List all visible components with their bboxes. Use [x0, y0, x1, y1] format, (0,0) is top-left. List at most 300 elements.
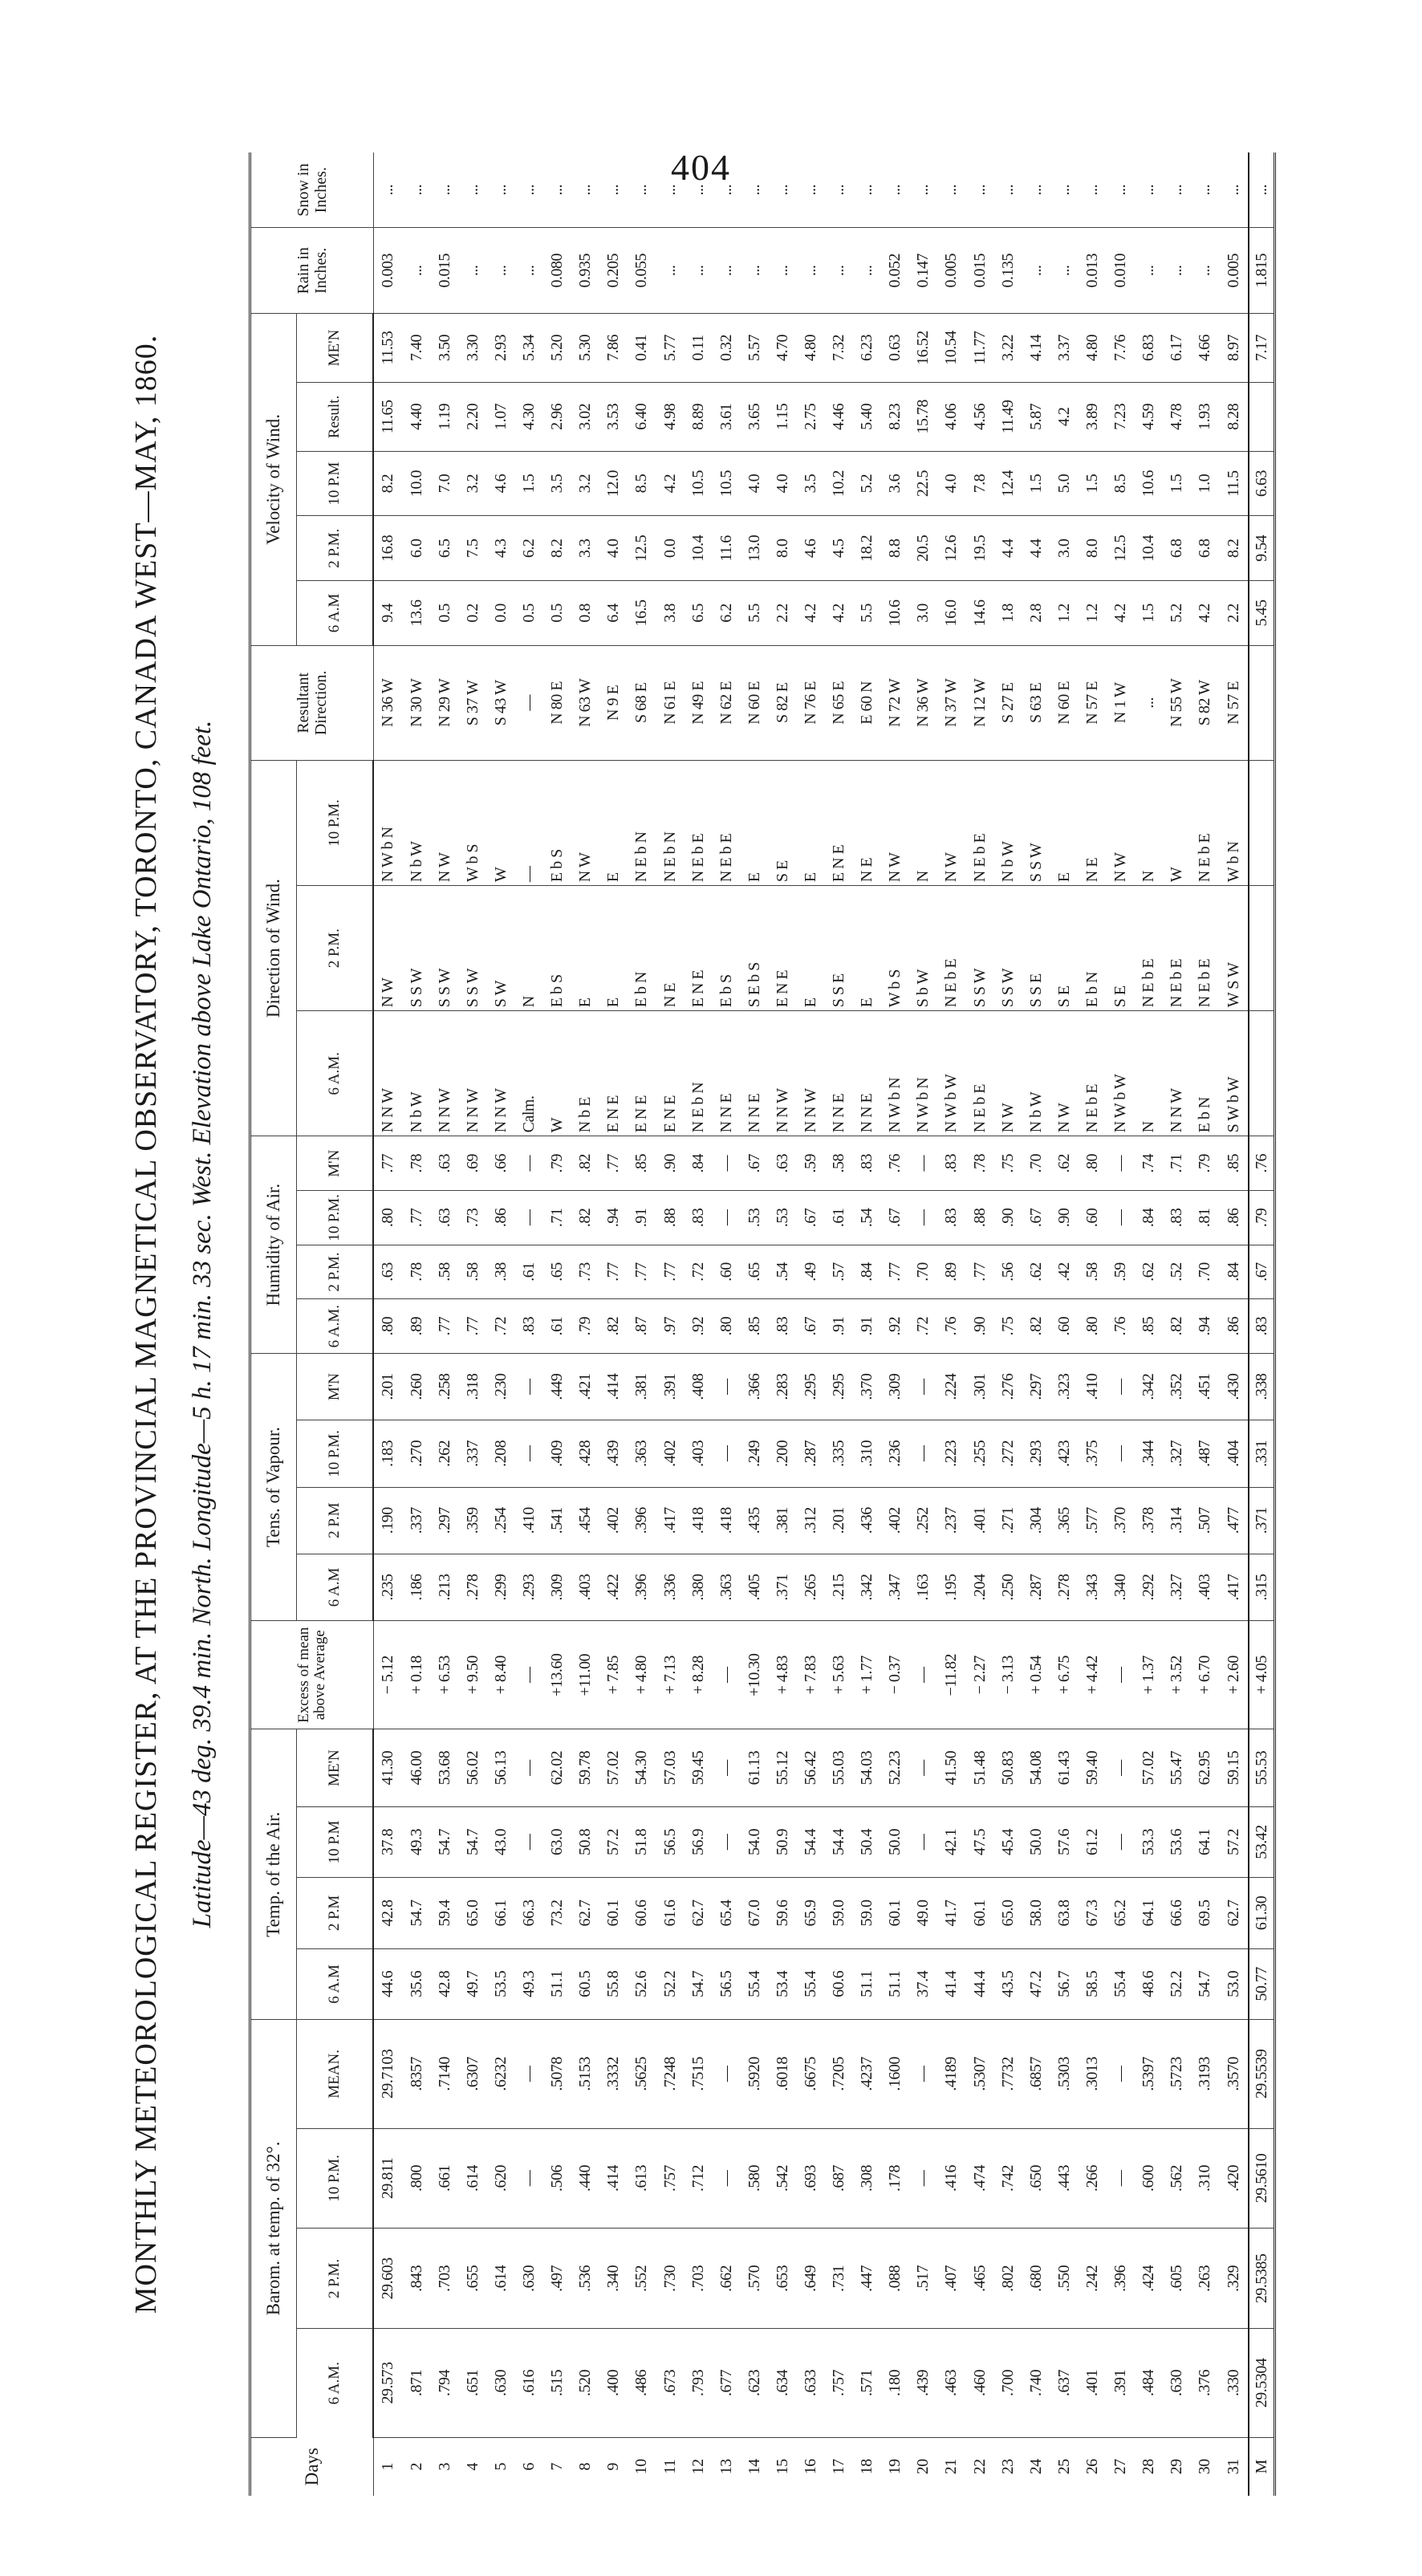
cell-direction-6am: N N W [487, 1011, 515, 1136]
cell-barom-6am: .630 [1163, 2329, 1191, 2437]
cell-humidity-6am: .83 [515, 1299, 543, 1354]
cell-temp-10pm: 51.8 [628, 1806, 656, 1877]
cell-excess: − 0.37 [881, 1621, 909, 1729]
cell-vapour-6am: .278 [459, 1554, 487, 1620]
mean-direction-6am [1249, 1011, 1275, 1136]
cell-direction-6am: N E b E [965, 1011, 993, 1136]
cell-humidity-6am: .80 [373, 1299, 403, 1354]
cell-temp-6am: 55.8 [599, 1948, 628, 2019]
cell-direction-10pm: W [1163, 760, 1191, 885]
cell-velocity-mean: 0.63 [881, 314, 909, 383]
cell-barom-6am: .330 [1219, 2329, 1249, 2437]
cell-vapour-10pm: .310 [853, 1420, 881, 1487]
cell-resultant-direction: N 80 E [543, 645, 571, 760]
cell-vapour-10pm: .249 [741, 1420, 769, 1487]
register-table [249, 152, 1276, 2496]
cell-humidity-2pm: .58 [1079, 1245, 1107, 1299]
cell-resultant-direction: S 68 E [628, 645, 656, 760]
cell-humidity-6am: .92 [685, 1299, 713, 1354]
cell-humidity-6am: .72 [909, 1299, 937, 1354]
cell-velocity-2pm: 8.0 [769, 516, 797, 581]
cell-vapour-2pm: .381 [769, 1487, 797, 1554]
cell-vapour-mean: .283 [769, 1354, 797, 1420]
col-direction-10pm: 10 P.M. [297, 760, 374, 885]
cell-barom-6am: 29.573 [373, 2329, 403, 2437]
cell-temp-2pm: 62.7 [685, 1878, 713, 1948]
cell-vapour-2pm: .401 [965, 1487, 993, 1554]
cell-vapour-2pm: .378 [1135, 1487, 1163, 1554]
cell-snow: ... [1219, 152, 1249, 228]
mean-velocity-result [1249, 382, 1275, 451]
cell-humidity-6am: .61 [543, 1299, 571, 1354]
cell-direction-10pm: N E b N [628, 760, 656, 885]
cell-humidity-2pm: .77 [599, 1245, 628, 1299]
cell-velocity-6am: 0.5 [543, 581, 571, 646]
cell-humidity-10pm: — [713, 1191, 741, 1245]
cell-vapour-6am: .403 [1191, 1554, 1219, 1620]
cell-barom-6am: .871 [403, 2329, 431, 2437]
cell-direction-6am: N W b N [909, 1011, 937, 1136]
col-vapour-6am: 6 A.M [297, 1554, 374, 1620]
cell-rain: ... [853, 228, 881, 314]
cell-barom-2pm: .614 [487, 2229, 515, 2329]
cell-vapour-10pm: .403 [685, 1420, 713, 1487]
cell-humidity-mean: .66 [487, 1136, 515, 1191]
cell-humidity-10pm: .60 [1079, 1191, 1107, 1245]
cell-vapour-6am: .403 [571, 1554, 599, 1620]
cell-vapour-mean: .230 [487, 1354, 515, 1420]
cell-humidity-mean: .79 [543, 1136, 571, 1191]
cell-humidity-10pm: .82 [571, 1191, 599, 1245]
cell-humidity-mean: — [515, 1136, 543, 1191]
cell-vapour-mean: .408 [685, 1354, 713, 1420]
cell-temp-10pm: 57.2 [1219, 1806, 1249, 1877]
cell-vapour-10pm: .404 [1219, 1420, 1249, 1487]
cell-direction-2pm: E b S [713, 886, 741, 1011]
cell-barom-2pm: .653 [769, 2229, 797, 2329]
cell-temp-10pm: 50.4 [853, 1806, 881, 1877]
mean-vapour-6am: .315 [1249, 1554, 1275, 1620]
cell-resultant-direction: N 36 W [373, 645, 403, 760]
cell-direction-6am: N W b W [1107, 1011, 1135, 1136]
cell-excess: + 4.42 [1079, 1621, 1107, 1729]
cell-day: 10 [632, 2459, 651, 2475]
cell-temp-mean: 56.42 [797, 1729, 825, 1806]
cell-velocity-2pm: 4.3 [487, 516, 515, 581]
cell-humidity-10pm: .61 [825, 1191, 853, 1245]
cell-temp-6am: 35.6 [403, 1948, 431, 2019]
cell-temp-2pm: 65.4 [713, 1878, 741, 1948]
cell-velocity-6am: 13.6 [403, 581, 431, 646]
cell-temp-mean: 57.03 [656, 1729, 684, 1806]
cell-temp-2pm: 65.2 [1107, 1878, 1135, 1948]
cell-direction-10pm: N W [1107, 760, 1135, 885]
col-vapour-2pm: 2 P.M [297, 1487, 374, 1554]
cell-barom-6am: .673 [656, 2329, 684, 2437]
cell-velocity-2pm: 4.6 [797, 516, 825, 581]
cell-barom-2pm: .465 [965, 2229, 993, 2329]
cell-excess: − 5.12 [373, 1621, 403, 1729]
cell-temp-10pm: 42.1 [937, 1806, 965, 1877]
cell-velocity-mean: 5.30 [571, 314, 599, 383]
cell-vapour-10pm: — [515, 1420, 543, 1487]
cell-humidity-mean: .79 [1191, 1136, 1219, 1191]
cell-barom-2pm: .550 [1050, 2229, 1079, 2329]
cell-humidity-mean: .76 [881, 1136, 909, 1191]
cell-barom-2pm: .424 [1135, 2229, 1163, 2329]
col-barom-6am: 6 A.M. [297, 2329, 374, 2437]
cell-day: 30 [1196, 2459, 1214, 2475]
cell-snow: ... [797, 152, 825, 228]
cell-excess: + 6.70 [1191, 1621, 1219, 1729]
cell-temp-2pm: 60.1 [599, 1878, 628, 1948]
cell-barom-6am: .637 [1050, 2329, 1079, 2437]
cell-excess: — [909, 1621, 937, 1729]
cell-barom-mean: .7140 [431, 2020, 459, 2128]
cell-vapour-2pm: .237 [937, 1487, 965, 1554]
cell-velocity-6am: 1.5 [1135, 581, 1163, 646]
cell-velocity-6am: 0.5 [515, 581, 543, 646]
cell-direction-10pm: N W [937, 760, 965, 885]
cell-direction-2pm: S E [1107, 886, 1135, 1011]
cell-vapour-2pm: .201 [825, 1487, 853, 1554]
cell-vapour-6am: .278 [1050, 1554, 1079, 1620]
cell-humidity-6am: .90 [965, 1299, 993, 1354]
cell-barom-10pm: .440 [571, 2128, 599, 2229]
table-row [1219, 152, 1249, 2496]
cell-vapour-mean: .449 [543, 1354, 571, 1420]
cell-day: 1 [379, 2463, 397, 2471]
col-barom-2pm: 2 P.M. [297, 2229, 374, 2329]
cell-direction-6am: N E b N [685, 1011, 713, 1136]
cell-resultant-direction: S 82 W [1191, 645, 1219, 760]
table-row [1022, 152, 1050, 2496]
cell-vapour-6am: .293 [515, 1554, 543, 1620]
cell-temp-10pm: 37.8 [373, 1806, 403, 1877]
cell-humidity-10pm: .91 [628, 1191, 656, 1245]
cell-day: 24 [1026, 2459, 1045, 2475]
cell-vapour-10pm: .272 [994, 1420, 1022, 1487]
cell-temp-2pm: 60.6 [628, 1878, 656, 1948]
cell-vapour-mean: .323 [1050, 1354, 1079, 1420]
cell-vapour-6am: .380 [685, 1554, 713, 1620]
cell-direction-6am: N b E [571, 1011, 599, 1136]
cell-barom-10pm: .613 [628, 2128, 656, 2229]
cell-direction-6am: W [543, 1011, 571, 1136]
cell-temp-6am: 54.7 [1191, 1948, 1219, 2019]
cell-humidity-10pm: .77 [403, 1191, 431, 1245]
cell-barom-10pm: — [713, 2128, 741, 2229]
col-barom-10pm: 10 P.M. [297, 2128, 374, 2229]
cell-barom-6am: .633 [797, 2329, 825, 2437]
cell-vapour-2pm: .418 [685, 1487, 713, 1554]
cell-direction-2pm: S b W [909, 886, 937, 1011]
cell-snow: ... [1163, 152, 1191, 228]
cell-rain: ... [741, 228, 769, 314]
cell-vapour-mean: .381 [628, 1354, 656, 1420]
cell-humidity-10pm: .67 [881, 1191, 909, 1245]
cell-humidity-2pm: .77 [965, 1245, 993, 1299]
cell-velocity-mean: 6.23 [853, 314, 881, 383]
cell-rain: ... [459, 228, 487, 314]
col-velocity-mean: ME'N [297, 314, 374, 383]
cell-velocity-mean: 7.32 [825, 314, 853, 383]
cell-temp-2pm: 67.3 [1079, 1878, 1107, 1948]
cell-day: 21 [942, 2459, 961, 2475]
cell-vapour-2pm: .435 [741, 1487, 769, 1554]
cell-rain: ... [1022, 228, 1050, 314]
cell-excess: +11.00 [571, 1621, 599, 1729]
cell-resultant-direction: N 60 E [741, 645, 769, 760]
cell-barom-mean: .6857 [1022, 2020, 1050, 2128]
cell-velocity-mean: 4.14 [1022, 314, 1050, 383]
cell-vapour-10pm: .287 [797, 1420, 825, 1487]
cell-direction-6am: N N E [741, 1011, 769, 1136]
cell-velocity-2pm: 4.0 [599, 516, 628, 581]
cell-direction-2pm: N [515, 886, 543, 1011]
cell-velocity-mean: 4.80 [1079, 314, 1107, 383]
cell-temp-mean: 46.00 [403, 1729, 431, 1806]
cell-temp-10pm: 50.0 [881, 1806, 909, 1877]
cell-temp-6am: 42.8 [431, 1948, 459, 2019]
cell-humidity-2pm: .70 [1191, 1245, 1219, 1299]
cell-barom-6am: .400 [599, 2329, 628, 2437]
cell-humidity-10pm: .94 [599, 1191, 628, 1245]
cell-velocity-mean: 11.53 [373, 314, 403, 383]
cell-direction-10pm: N b W [403, 760, 431, 885]
cell-velocity-10pm: 10.5 [713, 451, 741, 516]
cell-rain: ... [515, 228, 543, 314]
cell-vapour-mean: .224 [937, 1354, 965, 1420]
cell-velocity-6am: 1.2 [1079, 581, 1107, 646]
cell-barom-2pm: .703 [685, 2229, 713, 2329]
cell-velocity-result: 8.23 [881, 382, 909, 451]
cell-barom-2pm: .662 [713, 2229, 741, 2329]
cell-velocity-mean: 3.37 [1050, 314, 1079, 383]
cell-temp-6am: 51.1 [543, 1948, 571, 2019]
cell-snow: ... [853, 152, 881, 228]
cell-resultant-direction: N 57 E [1079, 645, 1107, 760]
cell-rain: 0.013 [1079, 228, 1107, 314]
mean-excess: + 4.05 [1249, 1621, 1275, 1729]
cell-velocity-6am: 0.5 [431, 581, 459, 646]
cell-barom-mean: .5303 [1050, 2020, 1079, 2128]
cell-velocity-2pm: 12.6 [937, 516, 965, 581]
cell-direction-10pm: N E b E [1191, 760, 1219, 885]
cell-barom-mean: .5153 [571, 2020, 599, 2128]
cell-velocity-2pm: 20.5 [909, 516, 937, 581]
cell-vapour-6am: .347 [881, 1554, 909, 1620]
cell-barom-mean: .3013 [1079, 2020, 1107, 2128]
cell-vapour-mean: .342 [1135, 1354, 1163, 1420]
cell-barom-mean: 29.7103 [373, 2020, 403, 2128]
cell-day: 13 [717, 2459, 735, 2475]
cell-resultant-direction: S 82 E [769, 645, 797, 760]
cell-direction-2pm: S S W [994, 886, 1022, 1011]
group-humidity: Humidity of Air. [250, 1136, 297, 1354]
cell-velocity-10pm: 4.6 [487, 451, 515, 516]
cell-barom-10pm: .308 [853, 2128, 881, 2229]
cell-vapour-6am: .327 [1163, 1554, 1191, 1620]
cell-rain: 0.005 [937, 228, 965, 314]
cell-barom-mean: .6307 [459, 2020, 487, 2128]
register-title: MONTHLY METEOROLOGICAL REGISTER, AT THE PROVINCIAL MAGNETICAL OBSERVATORY, TORONTO, CANADA WEST—MAY, 1860. [129, 334, 163, 2314]
cell-humidity-mean: .63 [769, 1136, 797, 1191]
cell-rain: ... [1135, 228, 1163, 314]
cell-temp-10pm: 54.7 [431, 1806, 459, 1877]
cell-barom-2pm: .649 [797, 2229, 825, 2329]
cell-vapour-mean: .260 [403, 1354, 431, 1420]
cell-temp-6am: 48.6 [1135, 1948, 1163, 2019]
cell-vapour-mean: .295 [797, 1354, 825, 1420]
cell-vapour-6am: .250 [994, 1554, 1022, 1620]
cell-velocity-10pm: 3.2 [459, 451, 487, 516]
cell-velocity-2pm: 8.2 [1219, 516, 1249, 581]
cell-velocity-10pm: 5.0 [1050, 451, 1079, 516]
cell-barom-2pm: .730 [656, 2229, 684, 2329]
cell-day: 16 [801, 2459, 819, 2475]
cell-day: 22 [970, 2459, 989, 2475]
cell-humidity-10pm: .73 [459, 1191, 487, 1245]
cell-direction-6am: N N W [431, 1011, 459, 1136]
cell-barom-mean: .8357 [403, 2020, 431, 2128]
cell-barom-2pm: .517 [909, 2229, 937, 2329]
cell-humidity-mean: .78 [965, 1136, 993, 1191]
cell-humidity-2pm: .78 [403, 1245, 431, 1299]
cell-velocity-mean: 7.76 [1107, 314, 1135, 383]
cell-rain: 0.147 [909, 228, 937, 314]
cell-velocity-result: 4.06 [937, 382, 965, 451]
cell-velocity-mean: 3.30 [459, 314, 487, 383]
cell-temp-10pm: 56.5 [656, 1806, 684, 1877]
cell-humidity-mean: .62 [1050, 1136, 1079, 1191]
cell-velocity-result: 3.61 [713, 382, 741, 451]
cell-humidity-mean: .59 [797, 1136, 825, 1191]
cell-barom-2pm: .329 [1219, 2229, 1249, 2329]
cell-direction-2pm: N E b E [1135, 886, 1163, 1011]
cell-velocity-result: 1.19 [431, 382, 459, 451]
cell-vapour-6am: .405 [741, 1554, 769, 1620]
mean-direction-2pm [1249, 886, 1275, 1011]
cell-barom-10pm: — [1107, 2128, 1135, 2229]
cell-resultant-direction: N 49 E [685, 645, 713, 760]
cell-resultant-direction: S 27 E [994, 645, 1022, 760]
cell-temp-10pm: 54.0 [741, 1806, 769, 1877]
cell-barom-2pm: .263 [1191, 2229, 1219, 2329]
table-row [571, 152, 599, 2496]
cell-snow: ... [656, 152, 684, 228]
cell-temp-10pm: 63.0 [543, 1806, 571, 1877]
cell-velocity-10pm: 1.5 [1079, 451, 1107, 516]
cell-humidity-mean: .85 [628, 1136, 656, 1191]
cell-velocity-6am: 5.2 [1163, 581, 1191, 646]
cell-humidity-6am: .75 [994, 1299, 1022, 1354]
table-row [797, 152, 825, 2496]
cell-vapour-mean: .410 [1079, 1354, 1107, 1420]
cell-temp-10pm: 57.2 [599, 1806, 628, 1877]
cell-day: 31 [1224, 2459, 1242, 2475]
cell-temp-2pm: 60.1 [881, 1878, 909, 1948]
cell-excess: — [515, 1621, 543, 1729]
cell-excess: + 1.37 [1135, 1621, 1163, 1729]
cell-velocity-mean: 5.20 [543, 314, 571, 383]
cell-direction-6am: E N E [656, 1011, 684, 1136]
cell-barom-2pm: .536 [571, 2229, 599, 2329]
cell-velocity-result: 2.20 [459, 382, 487, 451]
cell-humidity-2pm: .62 [1022, 1245, 1050, 1299]
cell-barom-mean: .3193 [1191, 2020, 1219, 2128]
cell-barom-6am: .486 [628, 2329, 656, 2437]
col-humidity-10pm: 10 P.M. [297, 1191, 374, 1245]
cell-barom-6am: .700 [994, 2329, 1022, 2437]
cell-resultant-direction: — [515, 645, 543, 760]
cell-direction-10pm: E N E [825, 760, 853, 885]
cell-barom-2pm: .802 [994, 2229, 1022, 2329]
cell-direction-2pm: N E [656, 886, 684, 1011]
cell-humidity-6am: .82 [1022, 1299, 1050, 1354]
cell-velocity-2pm: 4.4 [1022, 516, 1050, 581]
cell-snow: ... [825, 152, 853, 228]
cell-direction-6am: E N E [599, 1011, 628, 1136]
cell-velocity-2pm: 10.4 [685, 516, 713, 581]
cell-rain: ... [1050, 228, 1079, 314]
cell-humidity-mean: .90 [656, 1136, 684, 1191]
cell-velocity-2pm: 0.0 [656, 516, 684, 581]
cell-vapour-6am: .292 [1135, 1554, 1163, 1620]
cell-velocity-mean: 0.41 [628, 314, 656, 383]
cell-humidity-10pm: .63 [431, 1191, 459, 1245]
cell-barom-2pm: .407 [937, 2229, 965, 2329]
cell-direction-6am: N W b W [937, 1011, 965, 1136]
cell-day: 17 [830, 2459, 848, 2475]
cell-velocity-result: 2.96 [543, 382, 571, 451]
cell-excess: + 7.13 [656, 1621, 684, 1729]
cell-temp-6am: 52.2 [1163, 1948, 1191, 2019]
cell-day: 23 [998, 2459, 1017, 2475]
cell-barom-6am: .757 [825, 2329, 853, 2437]
cell-vapour-10pm: .375 [1079, 1420, 1107, 1487]
cell-barom-10pm: .580 [741, 2128, 769, 2229]
cell-vapour-6am: .371 [769, 1554, 797, 1620]
cell-velocity-10pm: 5.2 [853, 451, 881, 516]
cell-velocity-result: 1.15 [769, 382, 797, 451]
cell-vapour-mean: — [909, 1354, 937, 1420]
cell-day: 9 [604, 2463, 623, 2471]
cell-vapour-6am: .363 [713, 1554, 741, 1620]
cell-vapour-10pm: .255 [965, 1420, 993, 1487]
cell-velocity-10pm: 1.5 [1022, 451, 1050, 516]
cell-velocity-6am: 4.2 [825, 581, 853, 646]
cell-vapour-2pm: .396 [628, 1487, 656, 1554]
cell-temp-6am: 53.5 [487, 1948, 515, 2019]
cell-temp-6am: 54.7 [685, 1948, 713, 2019]
col-temp-mean: ME'N [297, 1729, 374, 1806]
cell-barom-mean: .7515 [685, 2020, 713, 2128]
cell-temp-6am: 44.6 [373, 1948, 403, 2019]
cell-vapour-mean: .352 [1163, 1354, 1191, 1420]
cell-velocity-result: 4.59 [1135, 382, 1163, 451]
cell-temp-2pm: 66.6 [1163, 1878, 1191, 1948]
cell-temp-mean: 62.95 [1191, 1729, 1219, 1806]
cell-direction-10pm: S S W [1022, 760, 1050, 885]
cell-direction-10pm: N W [881, 760, 909, 885]
cell-direction-6am: N b W [403, 1011, 431, 1136]
mean-barom-mean: 29.5539 [1249, 2020, 1275, 2128]
cell-resultant-direction: N 63 W [571, 645, 599, 760]
cell-vapour-2pm: .417 [656, 1487, 684, 1554]
cell-snow: ... [459, 152, 487, 228]
cell-temp-mean: 59.45 [685, 1729, 713, 1806]
